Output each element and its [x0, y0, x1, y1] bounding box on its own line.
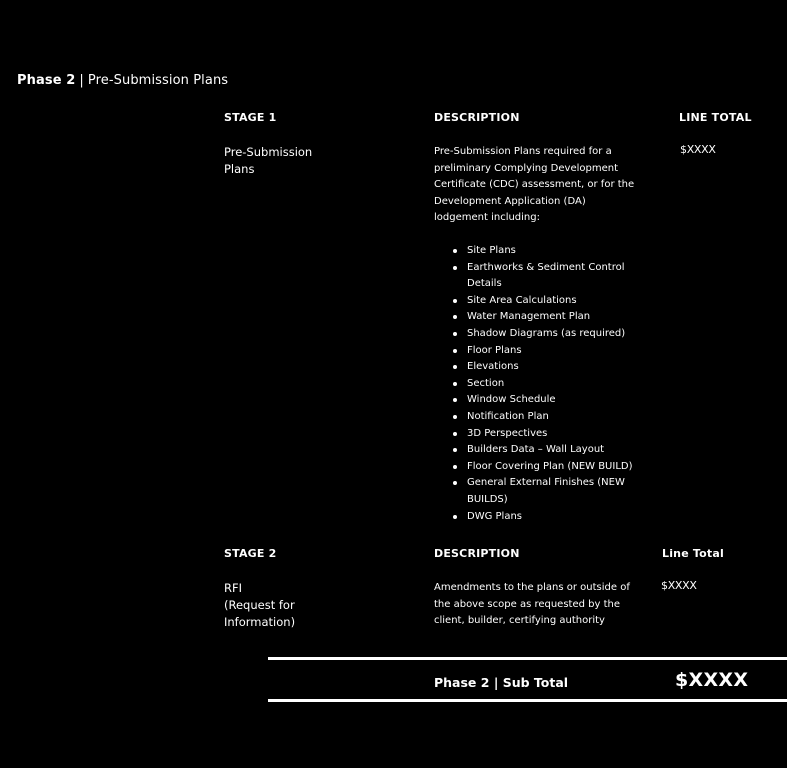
stage2-price: $XXXX [661, 579, 697, 592]
deliverable-item: Site Plans [434, 243, 654, 260]
stage2-header: STAGE 2 [224, 547, 277, 560]
deliverable-item: 3D Perspectives [434, 426, 654, 443]
stage1-line-total-header: LINE TOTAL [679, 111, 752, 124]
stage2-item-name-line1: RFI [224, 581, 242, 595]
stage1-description-line: Pre-Submission Plans required for a [434, 146, 612, 157]
subtotal-label: Phase 2 | Sub Total [434, 675, 569, 690]
stage1-description-line: Development Application (DA) [434, 195, 586, 207]
stage1-description [434, 144, 674, 227]
deliverable-item: Builders Data – Wall Layout [434, 442, 654, 459]
stage1-description-line: preliminary Complying Development [434, 162, 618, 174]
deliverable-item: Floor Covering Plan (NEW BUILD) [434, 459, 654, 476]
stage1-price: $XXXX [680, 143, 716, 156]
stage1-description-line: Certificate (CDC) assessment, or for the [434, 179, 635, 190]
deliverable-item: Section [434, 376, 654, 393]
stage2-item-name [224, 580, 295, 631]
deliverable-item: Notification Plan [434, 409, 654, 426]
phase-separator: | [79, 73, 84, 88]
deliverable-item: Elevations [434, 359, 654, 376]
stage1-deliverables-list [434, 243, 654, 525]
phase-name: Pre-Submission Plans [87, 73, 229, 88]
stage2-description-line: client, builder, certifying authority [434, 615, 605, 626]
deliverable-item: Shadow Diagrams (as required) [434, 326, 654, 343]
stage1-description-header: DESCRIPTION [434, 111, 520, 124]
subtotal-bottom-rule [268, 699, 787, 702]
stage2-item-name-line2: (Request for [224, 598, 295, 612]
stage2-line-total-header: Line Total [662, 547, 724, 560]
deliverable-item: Site Area Calculations [434, 293, 654, 310]
stage2-description-line: the above scope as requested by the [434, 598, 621, 610]
deliverable-item: Earthworks & Sediment Control Details [434, 260, 654, 293]
stage1-description-line: lodgement including: [434, 212, 540, 223]
stage1-item-name-line2: Plans [224, 162, 255, 176]
stage2-description [434, 580, 674, 630]
stage1-item-name-line1: Pre-Submission [224, 145, 313, 159]
subtotal-value: $XXXX [675, 669, 749, 691]
deliverable-item: Water Management Plan [434, 309, 654, 326]
deliverable-item: Window Schedule [434, 392, 654, 409]
deliverable-item: DWG Plans [434, 509, 654, 526]
stage2-description-line: Amendments to the plans or outside of [434, 582, 630, 593]
stage1-header: STAGE 1 [224, 111, 277, 124]
subtotal-top-rule [268, 657, 787, 660]
phase-title [17, 73, 228, 88]
deliverable-item: Floor Plans [434, 343, 654, 360]
stage2-item-name-line3: Information) [224, 615, 296, 629]
phase-label: Phase 2 [17, 73, 76, 88]
deliverable-item: General External Finishes (NEW BUILDS) [434, 475, 654, 508]
stage2-description-header: DESCRIPTION [434, 547, 520, 560]
stage1-item-name [224, 144, 312, 178]
